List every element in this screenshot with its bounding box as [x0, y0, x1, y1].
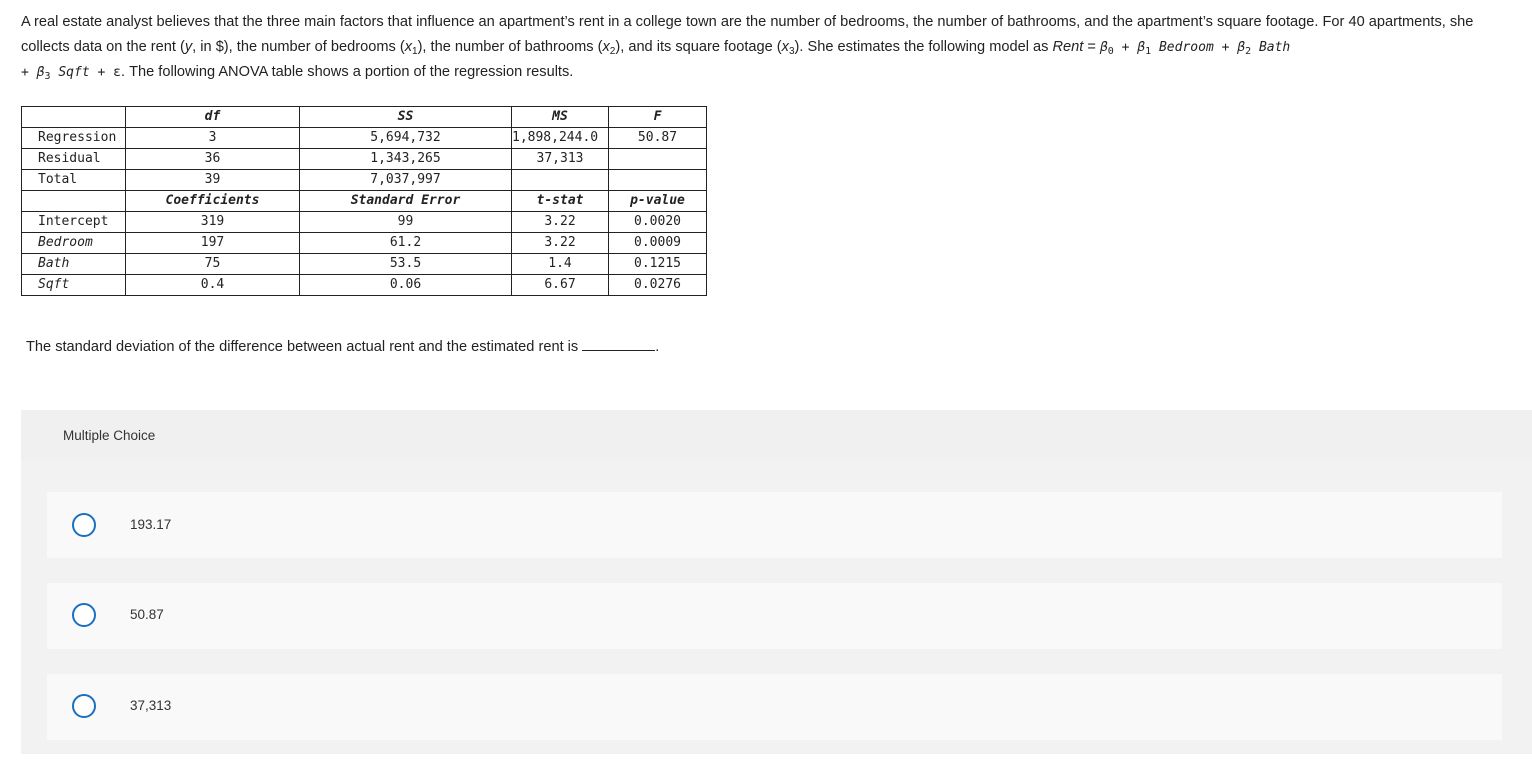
- radio-button-icon[interactable]: [72, 694, 96, 718]
- table-row: [22, 275, 707, 296]
- question-text: A real estate analyst believes that the three main factors that influence an apartment’s rent in a college town are the number of bedrooms, the number of bathrooms, and the apartment’s square footage. For 40 apartments, she collects data on the rent (y, in $), the number of bedrooms $(x_1)$, the number of bathrooms $(x_2)$, and its square footage $(x_3)$. She estimates the following model as Rent = $\beta_0 + \beta_1$ Bedroom + $\beta_2$ Bath + $\beta_3$ Sqft + ε. The following ANOVA table shows a portion of the regression results.: [21, 14, 1474, 82]
- table-row: [22, 212, 707, 233]
- t-cell: 3.22: [512, 212, 609, 233]
- table-row: [22, 149, 707, 170]
- coef-header-p-value: p-value: [609, 191, 707, 212]
- row-label: Intercept: [22, 212, 126, 233]
- table-row: [22, 170, 707, 191]
- question-prompt: The standard deviation of the difference between actual rent and the estimated rent is .: [26, 336, 659, 355]
- anova-header-cell: [22, 107, 126, 128]
- choice-label: 37,313: [130, 698, 172, 713]
- table-row: [22, 233, 707, 254]
- coef-cell: 319: [126, 212, 300, 233]
- se-cell: 61.2: [300, 233, 512, 254]
- choice-option-3[interactable]: [47, 674, 1502, 740]
- anova-header-row: [22, 107, 707, 128]
- anova-header-ss: SS: [300, 107, 512, 128]
- row-label: Total: [22, 170, 126, 191]
- row-label: Bedroom: [22, 233, 126, 254]
- table-row: [22, 128, 707, 149]
- row-label: Bath: [22, 254, 126, 275]
- t-cell: 3.22: [512, 233, 609, 254]
- multiple-choice-panel: [21, 410, 1532, 754]
- choice-option-1[interactable]: [47, 492, 1502, 558]
- se-cell: 99: [300, 212, 512, 233]
- table-row: [22, 254, 707, 275]
- row-label: Sqft: [22, 275, 126, 296]
- anova-header-df: df: [126, 107, 300, 128]
- coef-header-cell: [22, 191, 126, 212]
- ss-cell: 1,343,265: [300, 149, 512, 170]
- df-cell: 3: [126, 128, 300, 149]
- coef-header-standard-error: Standard Error: [300, 191, 512, 212]
- prompt-text: The standard deviation of the difference between actual rent and the estimated rent is: [26, 339, 579, 355]
- f-cell: 50.87: [609, 128, 707, 149]
- coef-header-row: [22, 191, 707, 212]
- multiple-choice-title: Multiple Choice: [63, 428, 156, 443]
- p-cell: 0.0020: [609, 212, 707, 233]
- choice-label: 50.87: [130, 607, 164, 622]
- se-cell: 53.5: [300, 254, 512, 275]
- answer-blank: [582, 336, 655, 351]
- multiple-choice-header: [21, 410, 1532, 460]
- df-cell: 36: [126, 149, 300, 170]
- anova-table: [21, 106, 707, 296]
- coef-cell: 75: [126, 254, 300, 275]
- row-label: Residual: [22, 149, 126, 170]
- t-cell: 1.4: [512, 254, 609, 275]
- anova-header-ms: MS: [512, 107, 609, 128]
- p-cell: 0.0276: [609, 275, 707, 296]
- ms-cell: 1,898,244.0: [512, 128, 609, 149]
- se-cell: 0.06: [300, 275, 512, 296]
- choice-option-2[interactable]: [47, 583, 1502, 649]
- f-cell: [609, 170, 707, 191]
- radio-button-icon[interactable]: [72, 513, 96, 537]
- f-cell: [609, 149, 707, 170]
- t-cell: 6.67: [512, 275, 609, 296]
- coef-cell: 0.4: [126, 275, 300, 296]
- ms-cell: 37,313: [512, 149, 609, 170]
- coef-cell: 197: [126, 233, 300, 254]
- row-label: Regression: [22, 128, 126, 149]
- ms-cell: [512, 170, 609, 191]
- ss-cell: 7,037,997: [300, 170, 512, 191]
- df-cell: 39: [126, 170, 300, 191]
- coef-header-t-stat: t-stat: [512, 191, 609, 212]
- anova-header-f: F: [609, 107, 707, 128]
- choice-label: 193.17: [130, 517, 172, 532]
- radio-button-icon[interactable]: [72, 603, 96, 627]
- p-cell: 0.1215: [609, 254, 707, 275]
- coef-header-coefficients: Coefficients: [126, 191, 300, 212]
- ss-cell: 5,694,732: [300, 128, 512, 149]
- p-cell: 0.0009: [609, 233, 707, 254]
